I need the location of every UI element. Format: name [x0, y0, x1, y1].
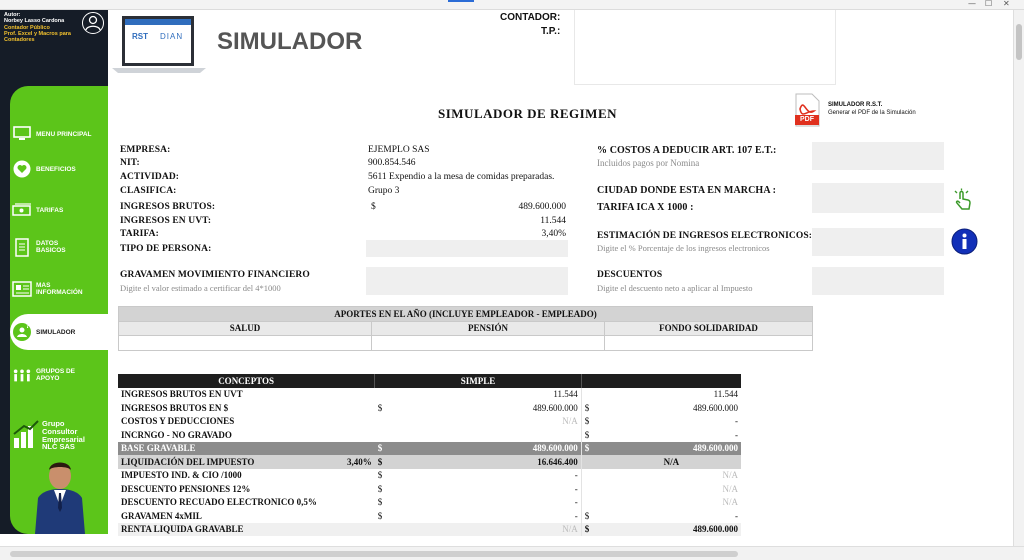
pdf-subtitle: Generar el PDF de la Simulación: [828, 110, 916, 116]
horizontal-scrollbar[interactable]: [0, 546, 1024, 560]
calc-row: [118, 496, 741, 510]
menu-simulador-button[interactable]: [12, 323, 75, 341]
calc-row: [118, 509, 741, 523]
calc-table: [118, 374, 741, 536]
simple-value: [395, 428, 582, 442]
calc-row: [118, 469, 741, 483]
simple-value: 489.600.000: [532, 402, 578, 413]
simple-value: N/A: [562, 416, 578, 427]
tipo-persona-select[interactable]: [366, 240, 568, 257]
electronicos-label: ESTIMACIÓN DE INGRESOS ELECTRONICOS:: [597, 231, 813, 241]
simple-currency: [375, 388, 395, 402]
ordinario-currency: $: [581, 509, 602, 523]
group-line: Empresarial: [42, 434, 85, 444]
calc-row-label: DESCUENTO PENSIONES 12%: [121, 483, 251, 494]
calc-row: [118, 482, 741, 496]
vertical-scroll-thumb[interactable]: [1016, 24, 1022, 60]
simple-currency: [375, 523, 395, 537]
calc-row: [118, 415, 741, 429]
author-photo: [32, 456, 88, 534]
menu-tarifas-button[interactable]: [12, 201, 63, 219]
pension-input[interactable]: [372, 336, 605, 351]
simple-value: -: [574, 510, 578, 521]
hand-click-icon[interactable]: [951, 188, 975, 212]
author-label: Autor:: [4, 12, 21, 18]
calc-row-label: DESCUENTO RECUADO ELECTRONICO 0,5%: [121, 497, 317, 508]
calc-row-pct: [344, 415, 375, 429]
pdf-button[interactable]: [794, 93, 820, 127]
close-button[interactable]: ✕: [1003, 0, 1010, 8]
ordinario-value: N/A: [722, 470, 738, 481]
menu-label: MAS: [36, 282, 51, 289]
ordinario-currency: [581, 496, 602, 510]
calc-row-label: INCRNGO - NO GRAVADO: [121, 429, 232, 440]
clasifica-label: CLASIFICA:: [120, 186, 177, 196]
author-role: Contador Público: [4, 24, 50, 31]
ordinario-value: 489.600.000: [602, 442, 741, 456]
ordinario-value: 489.600.000: [693, 402, 738, 413]
ordinario-currency: [581, 455, 602, 469]
group-logo-icon: [12, 420, 40, 450]
contador-label: CONTADOR:: [500, 12, 561, 23]
ingresos-currency: $: [371, 202, 376, 212]
aportes-col-salud: SALUD: [119, 321, 372, 336]
calc-row-pct: [344, 442, 375, 456]
calc-row-label: COSTOS Y DEDUCCIONES: [121, 416, 235, 427]
aportes-col-pension: PENSIÓN: [372, 321, 605, 336]
col-conceptos: CONCEPTOS: [218, 375, 275, 386]
calc-row-pct: [344, 496, 375, 510]
calc-row: [118, 388, 741, 402]
ordinario-value: -: [735, 416, 738, 427]
ordinario-value: N/A: [722, 497, 738, 508]
ingresos-uvt-value: 11.544: [540, 216, 566, 226]
gmf-label: GRAVAMEN MOVIMIENTO FINANCIERO: [120, 270, 310, 280]
nit-value: 900.854.546: [368, 158, 416, 168]
simple-value: -: [574, 483, 578, 494]
ordinario-currency: [581, 469, 602, 483]
app-title: SIMULADOR: [217, 28, 363, 55]
heart-icon: [12, 160, 32, 178]
simple-currency: $: [377, 510, 383, 521]
calc-row: [118, 442, 741, 456]
electronicos-hint: Digite el % Porcentaje de los ingresos electronicos: [597, 243, 770, 253]
menu-label: DATOS: [36, 240, 59, 247]
empresa-label: EMPRESA:: [120, 145, 171, 155]
people-question-icon: [12, 323, 32, 341]
horizontal-scroll-thumb[interactable]: [10, 551, 738, 557]
vertical-scrollbar[interactable]: [1013, 10, 1024, 546]
menu-grupos-apoyo-button[interactable]: [12, 366, 75, 384]
money-icon: [12, 201, 32, 219]
empresa-value: EJEMPLO SAS: [368, 145, 430, 155]
info-card-icon: [12, 280, 32, 298]
minimize-button[interactable]: —: [968, 0, 976, 8]
monitor-icon: [12, 125, 32, 143]
nit-label: NIT:: [120, 158, 140, 168]
calc-row-pct: 3,40%: [344, 455, 375, 469]
calc-row-label: LIQUIDACIÓN DEL IMPUESTO: [118, 455, 344, 469]
calc-row-pct: [344, 482, 375, 496]
dian-logo: DIAN: [160, 32, 184, 41]
electronicos-input[interactable]: [812, 228, 944, 256]
calc-row-pct: [344, 523, 375, 537]
simple-currency: $: [377, 483, 383, 494]
ordinario-value: N/A: [602, 455, 741, 469]
ica-label: TARIFA ICA X 1000 :: [597, 202, 694, 213]
ordinario-currency: [581, 482, 602, 496]
calc-row: [118, 401, 741, 415]
gmf-hint: Digite el valor estimado a certificar del 4*1000: [120, 283, 281, 293]
descuentos-label: DESCUENTOS: [597, 270, 663, 280]
menu-label: MENU PRINCIPAL: [36, 130, 92, 138]
simple-value: 16.646.400: [395, 455, 582, 469]
simple-value: -: [574, 470, 578, 481]
menu-label-2: BASICOS: [36, 247, 66, 254]
simple-value: 11.544: [553, 389, 578, 400]
ordinario-currency: $: [581, 401, 602, 415]
calc-row-label: INGRESOS BRUTOS EN UVT: [121, 389, 243, 400]
calc-row-label: INGRESOS BRUTOS EN $: [121, 402, 229, 413]
descuentos-input[interactable]: [812, 267, 944, 295]
ordinario-value: -: [735, 429, 738, 440]
calc-row-label: BASE GRAVABLE: [118, 442, 344, 456]
aportes-table: [118, 306, 813, 351]
ordinario-currency: [581, 388, 602, 402]
menu-beneficios-button[interactable]: [12, 160, 76, 178]
menu-label-2: INFORMACIÓN: [36, 289, 83, 296]
calc-row-label: GRAVAMEN 4xMIL: [121, 510, 202, 521]
author-name: Norbey Lasso Cardona: [4, 18, 65, 25]
menu-mas-informacion-button[interactable]: [12, 280, 83, 298]
calc-row-pct: [344, 428, 375, 442]
author-role-2: Prof. Excel y Macros para Contadores: [4, 30, 71, 44]
ingresos-brutos-label: INGRESOS BRUTOS:: [120, 202, 216, 212]
tp-label: T.P.:: [541, 26, 561, 37]
window-title-bar: [0, 0, 1024, 10]
fondo-input[interactable]: [605, 336, 813, 351]
maximize-button[interactable]: ☐: [985, 0, 993, 8]
menu-label-2: APOYO: [36, 375, 60, 382]
ordinario-currency: $: [581, 428, 602, 442]
costos-input[interactable]: [812, 142, 944, 170]
aportes-title: APORTES EN EL AÑO (INCLUYE EMPLEADOR - EMPLEADO): [119, 307, 813, 322]
author-block: [4, 12, 80, 43]
calc-row-pct: [344, 401, 375, 415]
ordinario-value: N/A: [722, 483, 738, 494]
page-title: SIMULADOR DE REGIMEN: [438, 106, 618, 121]
calc-row-pct: [344, 469, 375, 483]
clipboard-icon: [12, 238, 32, 256]
gmf-input[interactable]: [366, 267, 568, 295]
col-ordinario: [581, 374, 741, 388]
simple-value: 489.600.000: [395, 442, 582, 456]
group-line: NLC SAS: [42, 442, 75, 452]
info-icon[interactable]: [951, 228, 978, 255]
costos-hint: Incluidos pagos por Nomina: [597, 158, 700, 168]
title-accent: [448, 0, 474, 2]
ingresos-brutos-value: 489.600.000: [518, 202, 566, 212]
simple-currency: $: [377, 497, 383, 508]
ordinario-currency: $: [581, 415, 602, 429]
simple-currency: $: [377, 470, 383, 481]
group-name: [42, 420, 85, 451]
calc-row-pct: [344, 388, 375, 402]
calc-row: [118, 428, 741, 442]
contador-info-box: [574, 10, 836, 85]
calc-row-label: IMPUESTO IND. & CIO /1000: [121, 470, 242, 481]
rst-logo: RST: [132, 32, 148, 41]
actividad-value: 5611 Expendio a la mesa de comidas preparadas.: [368, 172, 555, 182]
author-avatar-icon: [82, 12, 104, 34]
actividad-label: ACTIVIDAD:: [120, 172, 180, 182]
tarifa-value: 3,40%: [541, 229, 566, 239]
group-line: Consultor: [42, 426, 78, 436]
ingresos-uvt-label: INGRESOS EN UVT:: [120, 216, 212, 226]
menu-label: SIMULADOR: [36, 328, 76, 336]
menu-label: TARIFAS: [36, 206, 64, 214]
simple-value: N/A: [395, 523, 582, 537]
ordinario-currency: $: [581, 442, 602, 456]
group-icon: [12, 366, 32, 384]
descuentos-hint: Digite el descuento neto a aplicar al Impuesto: [597, 283, 753, 293]
menu-principal-button[interactable]: [12, 125, 92, 143]
svg-text:?: ?: [26, 323, 30, 330]
simple-currency: [375, 428, 395, 442]
simple-value: -: [574, 497, 578, 508]
tarifa-label: TARIFA:: [120, 229, 159, 239]
ordinario-value: -: [735, 510, 738, 521]
laptop-illustration: [110, 14, 208, 74]
costos-label: % COSTOS A DEDUCIR ART. 107 E.T.:: [597, 145, 777, 156]
salud-input[interactable]: [119, 336, 372, 351]
col-simple: SIMPLE: [375, 374, 582, 388]
group-line: Grupo: [42, 419, 65, 428]
clasifica-value: Grupo 3: [368, 186, 400, 196]
aportes-col-fondo: FONDO SOLIDARIDAD: [659, 323, 758, 334]
simple-currency: [375, 415, 395, 429]
ordinario-currency: $: [581, 523, 602, 537]
calc-row: [118, 523, 741, 537]
menu-label: BENEFICIOS: [36, 165, 76, 173]
simple-currency: $: [375, 455, 395, 469]
menu-datos-basicos-button[interactable]: [12, 238, 66, 256]
ciudad-label: CIUDAD DONDE ESTA EN MARCHA :: [597, 185, 777, 196]
ordinario-value: 489.600.000: [602, 523, 741, 537]
ordinario-value: 11.544: [713, 389, 738, 400]
calc-header-row: [118, 374, 741, 388]
pdf-caption: [828, 101, 916, 117]
pdf-icon-label: PDF: [800, 116, 814, 123]
ciudad-select[interactable]: [812, 183, 944, 213]
simple-currency: $: [377, 402, 383, 413]
tipo-persona-label: TIPO DE PERSONA:: [120, 244, 212, 254]
calc-row-label: RENTA LIQUIDA GRAVABLE: [118, 523, 344, 537]
menu-label: GRUPOS DE: [36, 368, 76, 375]
calc-row-pct: [344, 509, 375, 523]
calc-row: [118, 455, 741, 469]
pdf-title: SIMULADOR R.S.T.: [828, 102, 883, 108]
simple-currency: $: [375, 442, 395, 456]
